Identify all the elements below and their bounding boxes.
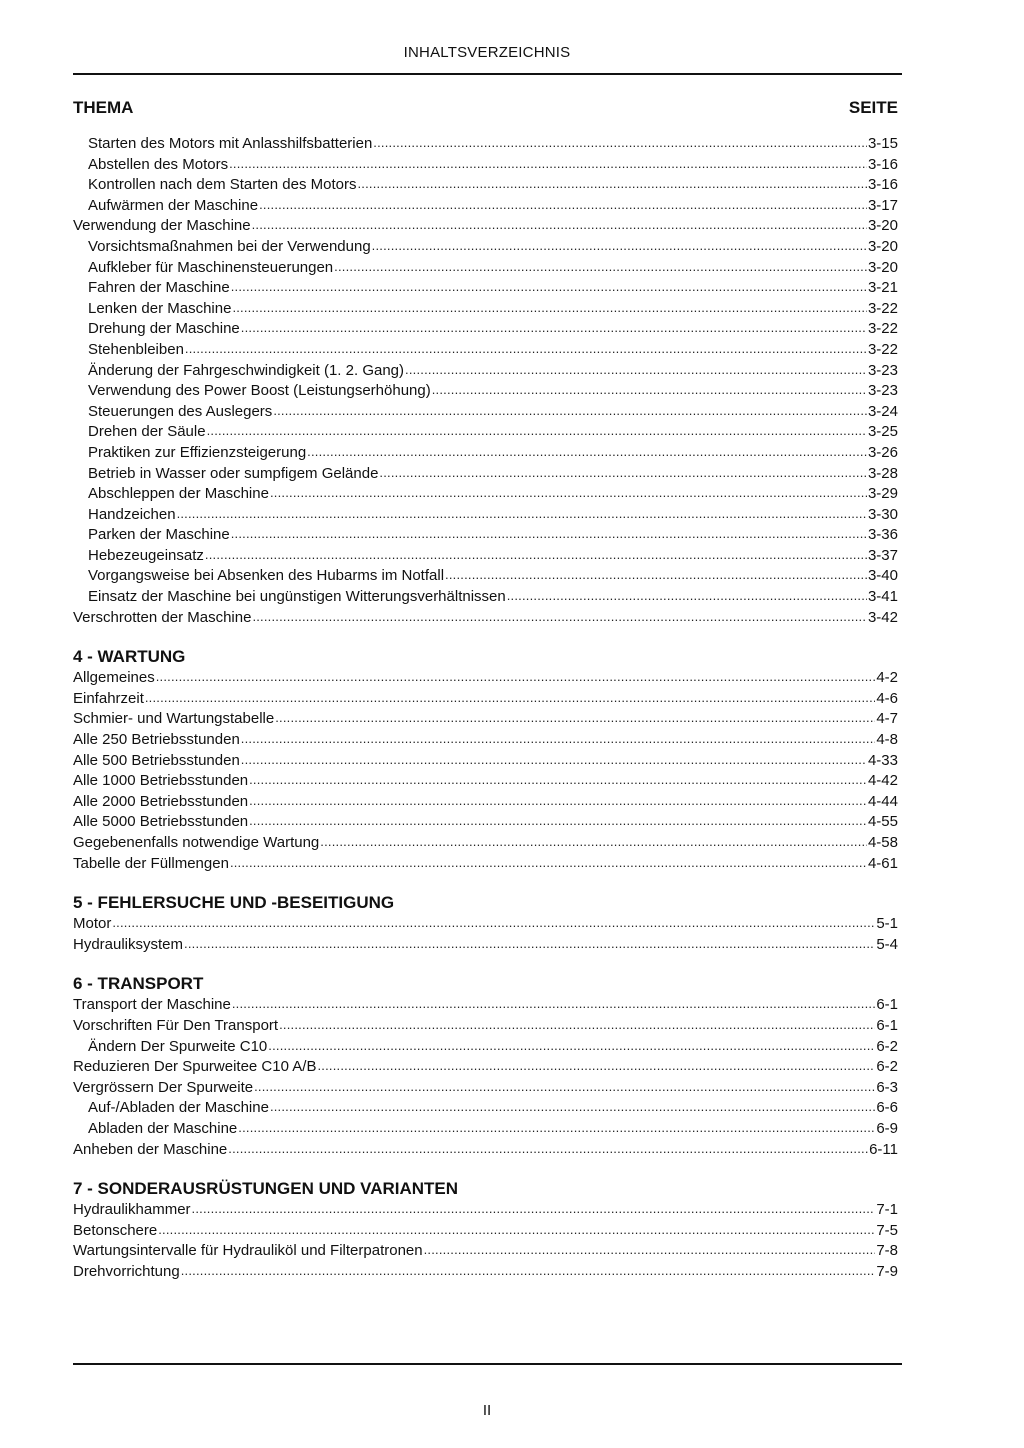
- toc-entry[interactable]: [73, 278, 898, 299]
- toc-entry-page: 3-24: [867, 402, 898, 420]
- toc-entry[interactable]: [73, 237, 898, 258]
- toc-entry[interactable]: [73, 443, 898, 464]
- toc-entry-page: 3-29: [867, 485, 898, 503]
- toc-entry-title: Änderung der Fahrgeschwindigkeit (1. 2. Gang): [88, 361, 405, 379]
- toc-entry[interactable]: [73, 668, 898, 689]
- toc-entry[interactable]: [73, 730, 898, 751]
- toc-entry-page: 3-22: [867, 299, 898, 317]
- toc-entry-page: 4-2: [876, 669, 898, 687]
- toc-entry[interactable]: [73, 751, 898, 772]
- footer-divider: [73, 1363, 902, 1365]
- toc-entry[interactable]: [73, 155, 898, 176]
- toc-entry-title: Alle 5000 Betriebsstunden: [73, 813, 249, 831]
- leader-dots: [241, 730, 876, 750]
- toc-entry-page: 6-1: [876, 996, 898, 1014]
- leader-dots: [177, 505, 867, 525]
- leader-dots: [205, 546, 867, 566]
- toc-entry[interactable]: [73, 709, 898, 730]
- toc-entry-title: Ändern Der Spurweite C10: [88, 1037, 268, 1055]
- leader-dots: [432, 381, 867, 401]
- toc-entry-title: Vorgangsweise bei Absenken des Hubarms im Notfall: [88, 567, 445, 585]
- leader-dots: [238, 1119, 875, 1139]
- toc-entry-page: 4-55: [867, 813, 898, 831]
- toc-entry-page: 6-9: [876, 1119, 898, 1137]
- toc-entry-page: 5-1: [876, 915, 898, 933]
- leader-dots: [249, 812, 867, 832]
- toc-entry[interactable]: [73, 1221, 898, 1242]
- toc-entry-title: Abladen der Maschine: [88, 1119, 238, 1137]
- toc-entry-title: Transport der Maschine: [73, 996, 231, 1014]
- toc-entry-title: Alle 2000 Betriebsstunden: [73, 792, 249, 810]
- toc-entry-page: 6-3: [876, 1078, 898, 1096]
- toc-entry-title: Aufwärmen der Maschine: [88, 196, 259, 214]
- page-number: II: [482, 1402, 492, 1419]
- toc-entry-title: Drehung der Maschine: [88, 320, 240, 338]
- toc-entry-page: 3-30: [867, 505, 898, 523]
- leader-dots: [275, 709, 875, 729]
- toc-entry-page: 6-11: [869, 1140, 898, 1158]
- section-heading: 4 - WARTUNG: [73, 647, 186, 667]
- toc-entry-page: 4-61: [867, 854, 898, 872]
- toc-entry-title: Verwendung des Power Boost (Leistungserhöhung): [88, 382, 431, 400]
- toc-entry-title: Hydraulikhammer: [73, 1201, 191, 1219]
- toc-entry[interactable]: [73, 381, 898, 402]
- toc-entry-title: Steuerungen des Auslegers: [88, 402, 273, 420]
- toc-entry-page: 3-20: [867, 237, 898, 255]
- toc-entry[interactable]: [73, 995, 898, 1016]
- toc-entry[interactable]: [73, 464, 898, 485]
- toc-entry-page: 4-8: [876, 731, 898, 749]
- leader-dots: [405, 361, 867, 381]
- leader-dots: [317, 1057, 875, 1077]
- toc-entry[interactable]: [73, 340, 898, 361]
- toc-entry-page: 3-25: [867, 423, 898, 441]
- toc-entry-page: 3-40: [867, 567, 898, 585]
- leader-dots: [254, 1078, 875, 1098]
- toc-entry[interactable]: [73, 914, 898, 935]
- leader-dots: [156, 668, 876, 688]
- toc-entry-page: 7-8: [876, 1242, 898, 1260]
- leader-dots: [231, 278, 867, 298]
- section-heading: 7 - SONDERAUSRÜSTUNGEN UND VARIANTEN: [73, 1179, 459, 1199]
- toc-entry-title: Alle 500 Betriebsstunden: [73, 751, 240, 769]
- toc-entry-title: Alle 250 Betriebsstunden: [73, 731, 240, 749]
- toc-entry-title: Wartungsintervalle für Hydrauliköl und Filterpatronen: [73, 1242, 423, 1260]
- table-of-contents: [73, 134, 898, 1283]
- toc-entry-title: Einsatz der Maschine bei ungünstigen Witterungsverhältnissen: [88, 588, 506, 606]
- toc-entry-title: Allgemeines: [73, 669, 155, 687]
- leader-dots: [185, 340, 867, 360]
- toc-entry-page: 4-7: [876, 710, 898, 728]
- running-header: INHALTSVERZEICHNIS: [403, 44, 571, 61]
- toc-entry[interactable]: [73, 587, 898, 608]
- toc-entry[interactable]: [73, 1140, 898, 1161]
- leader-dots: [112, 914, 875, 934]
- toc-entry-title: Auf-/Abladen der Maschine: [88, 1099, 269, 1117]
- toc-entry[interactable]: [73, 935, 898, 956]
- leader-dots: [252, 608, 867, 628]
- toc-entry-page: 3-28: [867, 464, 898, 482]
- leader-dots: [273, 402, 867, 422]
- toc-entry-page: 3-23: [867, 361, 898, 379]
- toc-entry-title: Verwendung der Maschine: [73, 217, 251, 235]
- toc-entry[interactable]: [73, 1037, 898, 1058]
- leader-dots: [232, 995, 875, 1015]
- toc-entry-page: 3-26: [867, 443, 898, 461]
- leader-dots: [279, 1016, 875, 1036]
- toc-entry-page: 3-17: [867, 196, 898, 214]
- leader-dots: [207, 422, 867, 442]
- section-heading: 6 - TRANSPORT: [73, 974, 204, 994]
- leader-dots: [249, 771, 867, 791]
- leader-dots: [424, 1241, 876, 1261]
- toc-entry-page: 4-44: [867, 792, 898, 810]
- toc-entry-title: Lenken der Maschine: [88, 299, 232, 317]
- toc-entry[interactable]: [73, 1241, 898, 1262]
- leader-dots: [230, 854, 867, 874]
- toc-entry-title: Drehen der Säule: [88, 423, 206, 441]
- toc-entry-title: Einfahrzeit: [73, 689, 144, 707]
- toc-entry[interactable]: [73, 1098, 898, 1119]
- leader-dots: [249, 792, 867, 812]
- leader-dots: [445, 566, 867, 586]
- toc-entry-title: Kontrollen nach dem Starten des Motors: [88, 176, 357, 194]
- toc-entry[interactable]: [73, 854, 898, 875]
- toc-entry[interactable]: [73, 319, 898, 340]
- leader-dots: [268, 1037, 875, 1057]
- toc-entry-title: Hebezeugeinsatz: [88, 546, 204, 564]
- toc-entry[interactable]: [73, 422, 898, 443]
- toc-entry[interactable]: [73, 1057, 898, 1078]
- toc-entry-title: Aufkleber für Maschinensteuerungen: [88, 258, 334, 276]
- toc-entry[interactable]: [73, 216, 898, 237]
- toc-entry-page: 7-9: [876, 1262, 898, 1280]
- toc-entry[interactable]: [73, 1078, 898, 1099]
- toc-entry-title: Fahren der Maschine: [88, 279, 230, 297]
- toc-entry-title: Drehvorrichtung: [73, 1262, 180, 1280]
- toc-entry[interactable]: [73, 402, 898, 423]
- toc-entry-page: 3-22: [867, 320, 898, 338]
- page-column-heading: SEITE: [848, 98, 898, 117]
- leader-dots: [507, 587, 867, 607]
- section-heading: 5 - FEHLERSUCHE UND -BESEITIGUNG: [73, 893, 395, 913]
- toc-entry-title: Alle 1000 Betriebsstunden: [73, 772, 249, 790]
- toc-entry-title: Verschrotten der Maschine: [73, 608, 252, 626]
- toc-entry-page: 3-16: [867, 155, 898, 173]
- toc-entry[interactable]: [73, 299, 898, 320]
- toc-entry-title: Handzeichen: [88, 505, 176, 523]
- toc-entry-title: Hydrauliksystem: [73, 935, 184, 953]
- toc-entry[interactable]: [73, 1016, 898, 1037]
- toc-entry-page: 3-20: [867, 258, 898, 276]
- leader-dots: [241, 319, 867, 339]
- leader-dots: [270, 1098, 875, 1118]
- toc-entry-page: 3-23: [867, 382, 898, 400]
- toc-entry[interactable]: [73, 833, 898, 854]
- toc-entry-title: Tabelle der Füllmengen: [73, 854, 229, 872]
- toc-entry-page: 3-15: [867, 135, 898, 152]
- toc-entry-title: Vorschriften Für Den Transport: [73, 1016, 279, 1034]
- leader-dots: [379, 464, 867, 484]
- toc-entry-title: Praktiken zur Effizienzsteigerung: [88, 443, 307, 461]
- leader-dots: [158, 1221, 875, 1241]
- toc-entry[interactable]: [73, 196, 898, 217]
- toc-entry-page: 7-1: [876, 1201, 898, 1219]
- toc-entry[interactable]: [73, 546, 898, 567]
- toc-entry[interactable]: [73, 175, 898, 196]
- toc-entry-page: 3-41: [867, 588, 898, 606]
- toc-entry-title: Starten des Motors mit Anlasshilfsbatterien: [88, 135, 373, 152]
- toc-entry[interactable]: [73, 361, 898, 382]
- toc-entry-title: Anheben der Maschine: [73, 1140, 228, 1158]
- toc-entry-title: Vorsichtsmaßnahmen bei der Verwendung: [88, 237, 371, 255]
- leader-dots: [229, 155, 867, 175]
- toc-entry-page: 4-6: [876, 689, 898, 707]
- leader-dots: [192, 1200, 876, 1220]
- toc-entry-page: 7-5: [876, 1221, 898, 1239]
- toc-entry[interactable]: [73, 771, 898, 792]
- leader-dots: [232, 299, 867, 319]
- toc-entry[interactable]: [73, 689, 898, 710]
- toc-entry-title: Parken der Maschine: [88, 526, 230, 544]
- leader-dots: [241, 751, 867, 771]
- toc-entry-page: 3-21: [867, 279, 898, 297]
- toc-entry[interactable]: [73, 525, 898, 546]
- leader-dots: [372, 237, 867, 257]
- leader-dots: [252, 216, 867, 236]
- toc-entry-page: 3-20: [867, 217, 898, 235]
- toc-entry[interactable]: [73, 1119, 898, 1140]
- toc-entry-page: 3-37: [867, 546, 898, 564]
- leader-dots: [270, 484, 867, 504]
- column-headings: [73, 98, 898, 120]
- toc-entry-title: Betrieb in Wasser oder sumpfigem Gelände: [88, 464, 379, 482]
- toc-entry[interactable]: [73, 608, 898, 629]
- toc-entry-page: 4-58: [867, 834, 898, 851]
- toc-entry-title: Betonschere: [73, 1221, 158, 1239]
- toc-entry-page: 6-1: [876, 1016, 898, 1034]
- toc-entry-title: Abschleppen der Maschine: [88, 485, 269, 503]
- leader-dots: [357, 175, 866, 195]
- toc-entry-title: Motor: [73, 915, 112, 933]
- header-divider: [73, 73, 902, 75]
- toc-entry-page: 3-22: [867, 340, 898, 358]
- leader-dots: [259, 196, 867, 216]
- toc-entry-title: Vergrössern Der Spurweite: [73, 1078, 254, 1096]
- toc-entry-page: 3-36: [867, 526, 898, 544]
- leader-dots: [334, 258, 867, 278]
- toc-entry-page: 6-6: [876, 1099, 898, 1117]
- toc-entry[interactable]: [73, 484, 898, 505]
- toc-entry-page: 4-42: [867, 772, 898, 790]
- toc-entry-page: 6-2: [876, 1037, 898, 1055]
- toc-entry-title: Schmier- und Wartungstabelle: [73, 710, 275, 728]
- leader-dots: [320, 833, 867, 853]
- toc-entry-title: Reduzieren Der Spurweitee C10 A/B: [73, 1058, 317, 1076]
- leader-dots: [373, 134, 867, 154]
- toc-entry-page: 3-42: [867, 608, 898, 626]
- leader-dots: [184, 935, 875, 955]
- toc-entry-title: Gegebenenfalls notwendige Wartung: [73, 834, 320, 851]
- leader-dots: [307, 443, 867, 463]
- toc-entry-page: 3-16: [867, 176, 898, 194]
- toc-entry-page: 6-2: [876, 1058, 898, 1076]
- toc-entry[interactable]: [73, 566, 898, 587]
- toc-entry[interactable]: [73, 812, 898, 833]
- toc-entry[interactable]: [73, 1262, 898, 1283]
- toc-entry-page: 4-33: [867, 751, 898, 769]
- leader-dots: [181, 1262, 876, 1282]
- leader-dots: [231, 525, 867, 545]
- toc-entry[interactable]: [73, 792, 898, 813]
- leader-dots: [145, 689, 875, 709]
- toc-entry[interactable]: [73, 1200, 898, 1221]
- toc-entry[interactable]: [73, 505, 898, 526]
- leader-dots: [228, 1140, 868, 1160]
- toc-entry-title: Abstellen des Motors: [88, 155, 229, 173]
- toc-entry-title: Stehenbleiben: [88, 340, 184, 358]
- toc-entry[interactable]: [73, 258, 898, 279]
- toc-entry-page: 5-4: [876, 935, 898, 953]
- toc-entry[interactable]: [73, 134, 898, 155]
- topic-column-heading: THEMA: [73, 98, 134, 117]
